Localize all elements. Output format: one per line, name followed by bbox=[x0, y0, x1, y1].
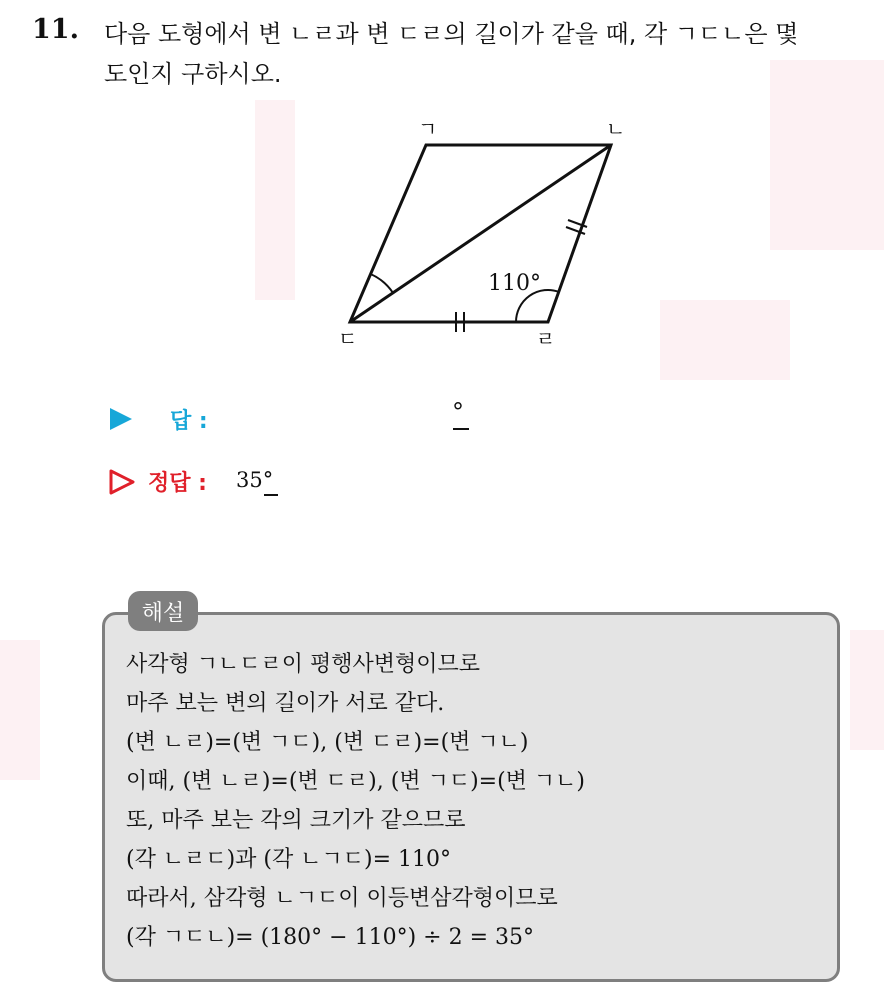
parallelogram-figure bbox=[300, 110, 640, 360]
vertex-label-giyeok: ㄱ bbox=[418, 117, 438, 141]
answer-blank-underline bbox=[453, 428, 469, 430]
question-text bbox=[104, 14, 874, 94]
explanation-line: 마주 보는 변의 길이가 서로 같다. bbox=[126, 691, 445, 716]
explanation-text bbox=[126, 645, 826, 957]
explanation-tab: 해설 bbox=[128, 591, 198, 631]
background-decoration bbox=[660, 300, 790, 380]
answer-unit: ° bbox=[452, 398, 464, 426]
background-decoration bbox=[850, 630, 884, 750]
angle-arc-target bbox=[371, 274, 394, 293]
explanation-line: (각 ㄱㄷㄴ)= (180° − 110°) ÷ 2 = 35° bbox=[126, 925, 534, 950]
angle-label: 110° bbox=[488, 271, 541, 296]
filled-triangle-icon bbox=[108, 406, 134, 432]
background-decoration bbox=[0, 640, 40, 780]
correct-answer-value: 35° bbox=[236, 468, 274, 492]
correct-answer-underline bbox=[264, 494, 278, 496]
correct-answer-label: 정답 : bbox=[148, 471, 207, 496]
vertex-label-digeut: ㄷ bbox=[338, 327, 358, 351]
explanation-line: (각 ㄴㄹㄷ)과 (각 ㄴㄱㄷ)= 110° bbox=[126, 847, 451, 872]
explanation-line: 따라서, 삼각형 ㄴㄱㄷ이 이등변삼각형이므로 bbox=[126, 886, 558, 911]
question-line: 다음 도형에서 변 ㄴㄹ과 변 ㄷㄹ의 길이가 같을 때, 각 ㄱㄷㄴ은 몇 bbox=[104, 20, 799, 48]
vertex-label-nieun: ㄴ bbox=[606, 117, 626, 141]
explanation-line: (변 ㄴㄹ)=(변 ㄱㄷ), (변 ㄷㄹ)=(변 ㄱㄴ) bbox=[126, 730, 529, 755]
explanation-line: 이때, (변 ㄴㄹ)=(변 ㄷㄹ), (변 ㄱㄷ)=(변 ㄱㄴ) bbox=[126, 769, 586, 794]
background-decoration bbox=[255, 100, 295, 300]
outline-triangle-icon bbox=[108, 468, 136, 496]
vertex-label-rieul: ㄹ bbox=[536, 327, 556, 351]
question-number: 11. bbox=[32, 14, 79, 45]
explanation-line: 사각형 ㄱㄴㄷㄹ이 평행사변형이므로 bbox=[126, 652, 481, 677]
explanation-line: 또, 마주 보는 각의 크기가 같으므로 bbox=[126, 808, 466, 833]
question-line: 도인지 구하시오. bbox=[104, 60, 282, 88]
answer-label: 답 : bbox=[170, 409, 208, 434]
